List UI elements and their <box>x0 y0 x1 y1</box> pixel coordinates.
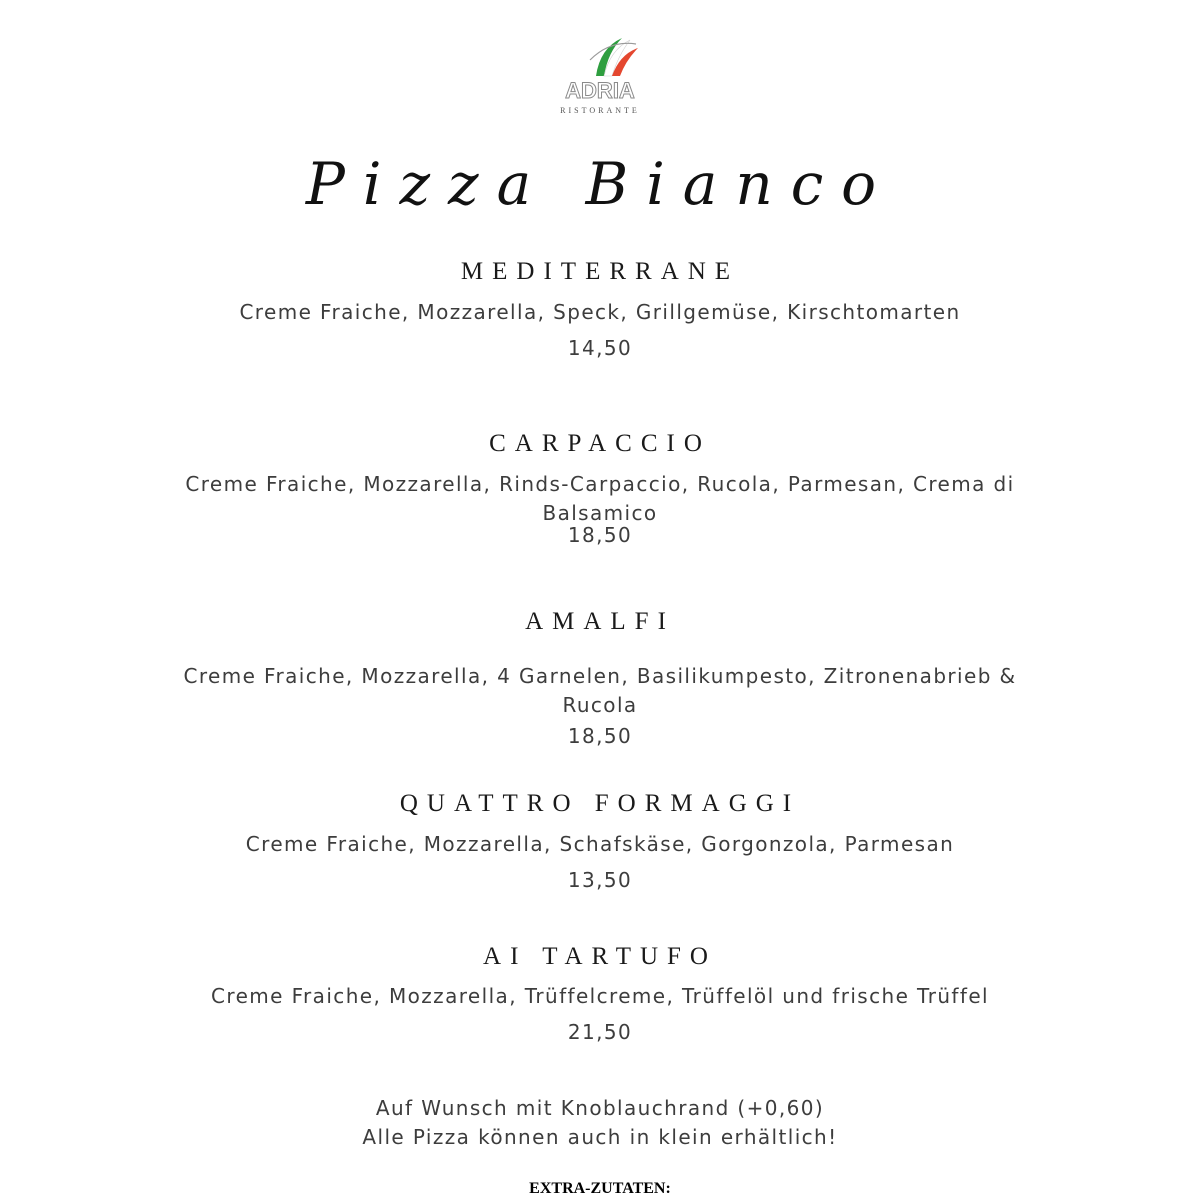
menu-item-description: Creme Fraiche, Mozzarella, Schafskäse, Gorgonzola, Parmesan <box>245 832 955 856</box>
menu-item-name: AMALFI <box>525 608 675 635</box>
menu-item-name: MEDITERRANE <box>460 258 740 285</box>
menu-item-price: 18,50 <box>567 523 633 547</box>
restaurant-logo <box>540 30 660 120</box>
menu-item-description: Creme Fraiche, Mozzarella, Rinds-Carpaccio, Rucola, Parmesan, Crema di Balsamico <box>185 472 1015 525</box>
garlic-crust-note: Auf Wunsch mit Knoblauchrand (+0,60) <box>375 1096 825 1120</box>
menu-item-price: 14,50 <box>567 336 633 360</box>
page-title: Pizza Bianco <box>305 150 895 218</box>
menu-item-description: Creme Fraiche, Mozzarella, Speck, Grillgemüse, Kirschtomarten <box>239 300 961 324</box>
logo-subtitle: RISTORANTE <box>560 106 640 115</box>
menu-item-price: 13,50 <box>567 868 633 892</box>
menu-item-name: QUATTRO FORMAGGI <box>399 790 801 817</box>
menu-item-description: Creme Fraiche, Mozzarella, Trüffelcreme, Trüffelöl und frische Trüffel <box>211 984 989 1008</box>
small-size-note: Alle Pizza können auch in klein erhältlich! <box>362 1125 838 1149</box>
menu-item-description: Creme Fraiche, Mozzarella, 4 Garnelen, Basilikumpesto, Zitronenabrieb & Rucola <box>183 664 1017 717</box>
menu-item-name: CARPACCIO <box>489 430 711 457</box>
extras-heading: EXTRA-ZUTATEN: <box>529 1180 671 1197</box>
menu-item-price: 18,50 <box>567 724 633 748</box>
menu-item-price: 21,50 <box>567 1020 633 1044</box>
logo-name: ADRIA <box>565 78 635 103</box>
menu-item-name: AI TARTUFO <box>483 943 717 970</box>
